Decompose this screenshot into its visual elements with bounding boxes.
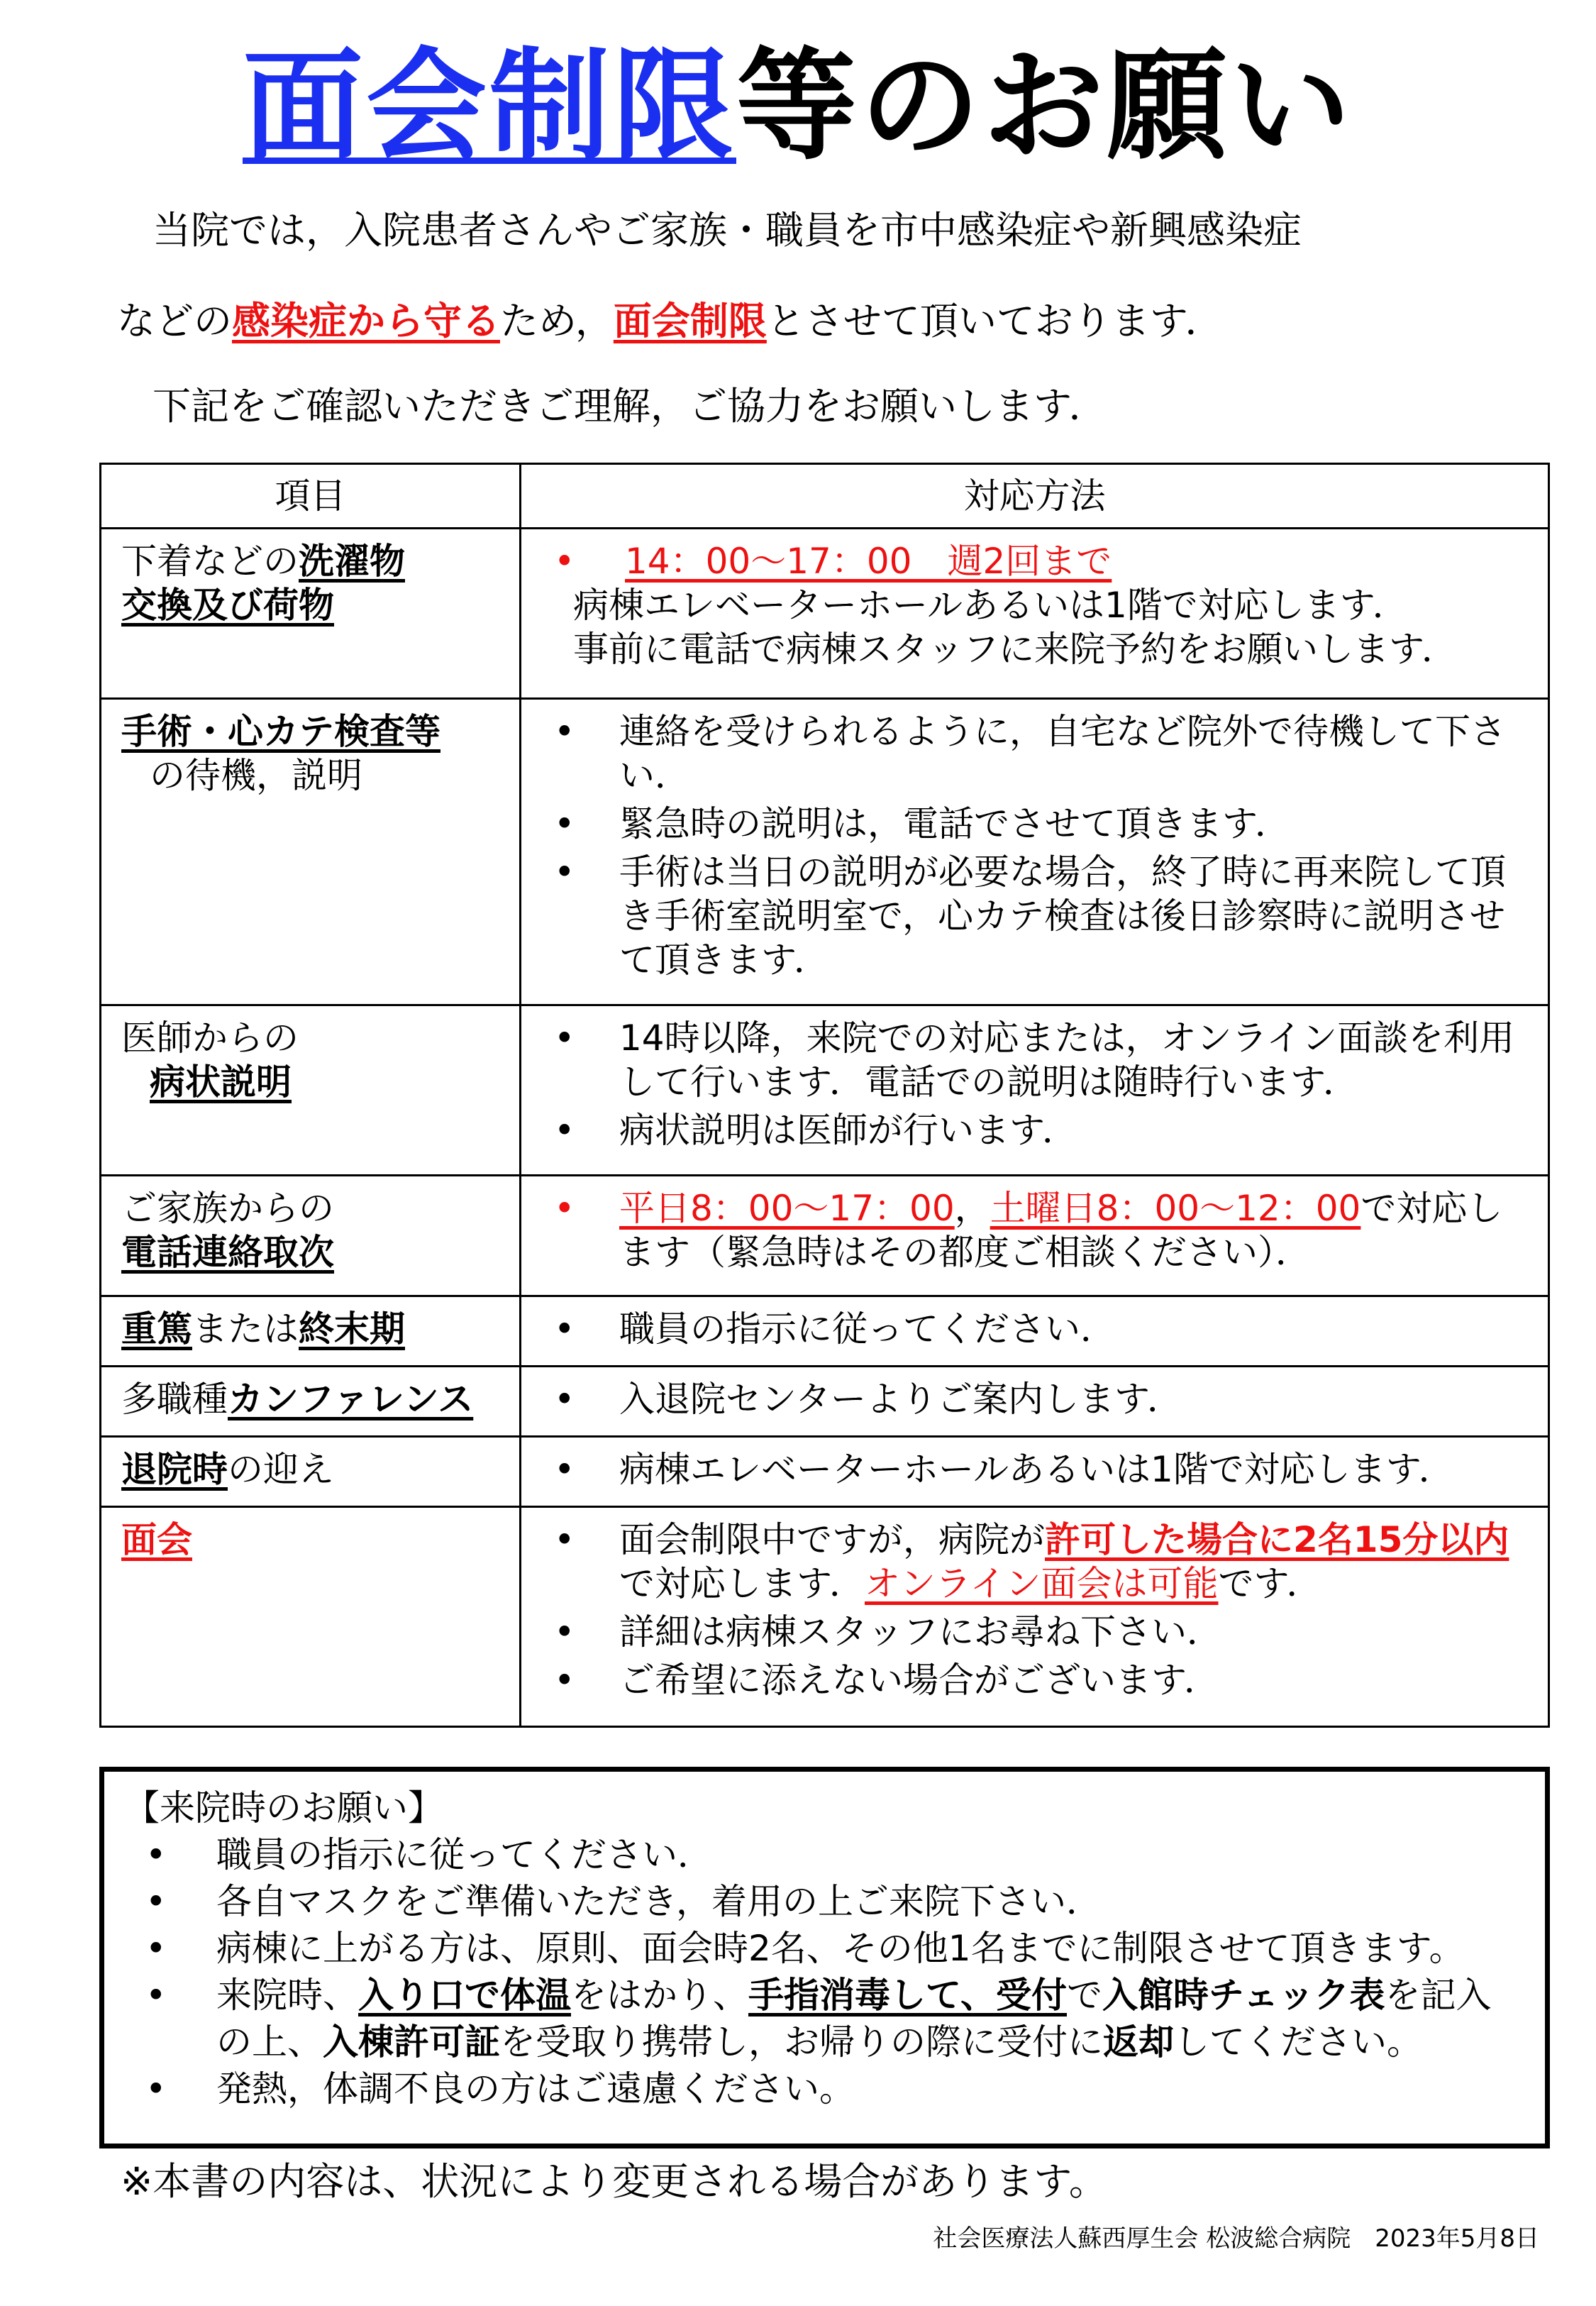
list-item: • 職員の指示に従ってください． (145, 1834, 713, 1875)
table-row (101, 699, 1549, 1005)
row-content (521, 1296, 1549, 1367)
row-content (521, 1367, 1549, 1437)
row-label: 面会 (101, 1507, 521, 1727)
list-item: • 病棟に上がる方は、原則、面会時2名、その他1名までに制限させて頂きます。 (145, 1928, 1465, 1969)
table-header-row (101, 464, 1549, 529)
row-content (521, 1005, 1549, 1176)
row-content (521, 699, 1549, 1005)
list-item: • 職員の指示に従ってください． (554, 1308, 1116, 1350)
row-content (521, 1176, 1549, 1296)
list-item: • 病棟エレベーターホールあるいは1階で対応します． (554, 1449, 1454, 1490)
page-title (0, 28, 1596, 184)
list-item: • 発熱，体調不良の方はご遠慮ください。 (145, 2068, 855, 2109)
list-item: • 来院時、入り口で体温をはかり、手指消毒して、受付で入館時チェック表を記入の上、入棟許可証を受取り携帯し，お帰りの際に受付に返却してください。 (145, 1975, 1492, 2063)
title-highlight: 面会制限 (242, 36, 736, 177)
list-item: • 連絡を受けられるように，自宅など院外で待機して下さい． (554, 711, 1506, 796)
list-item: • 緊急時の説明は，電話でさせて頂きます． (554, 803, 1290, 844)
row-content (521, 1437, 1549, 1507)
row-label: 多職種カンファレンス (101, 1367, 521, 1437)
visit-notice-box (99, 1767, 1550, 2148)
list-item: • 各自マスクをご準備いただき，着用の上ご来院下さい． (145, 1881, 1102, 1922)
table-row (101, 529, 1549, 699)
list-item: • 病状説明は医師が行います． (554, 1110, 1077, 1151)
list-item: • ご希望に添えない場合がございます． (554, 1660, 1219, 1701)
row-label: 手術・心カテ検査等 の待機，説明 (101, 699, 521, 1005)
policy-table (99, 463, 1550, 1728)
row-content (521, 1507, 1549, 1727)
row-content: • 14：00～17：00 週2回まで 病棟エレベーターホールあるいは1階で対応します． 事前に電話で病棟スタッフに来院予約をお願いします． (521, 529, 1549, 699)
table-row (101, 1507, 1549, 1727)
title-rest: 等のお願い (736, 36, 1354, 177)
row-label: 医師からの 病状説明 (101, 1005, 521, 1176)
intro-line-1: 当院では，入院患者さんやご家族・職員を市中感染症や新興感染症 (153, 208, 1302, 253)
header-item: 項目 (101, 464, 521, 529)
intro-line-3: 下記をご確認いただきご理解，ご協力をお願いします． (153, 384, 1107, 429)
row-label: 重篤または終末期 (101, 1296, 521, 1367)
footnote: ※本書の内容は、状況により変更される場合があります。 (121, 2159, 1107, 2204)
notice-heading: 【来院時のお願い】 (124, 1787, 443, 1828)
row-label: 下着などの洗濯物 交換及び荷物 (101, 529, 521, 699)
footer-hospital-date: 社会医療法人蘇西厚生会 松波総合病院 2023年5月8日 (933, 2224, 1539, 2253)
list-item: • 面会制限中ですが，病院が許可した場合に2名15分以内で対応します．オンライン面会は可能です． (554, 1519, 1509, 1604)
table-row (101, 1367, 1549, 1437)
list-item: • 詳細は病棟スタッフにお尋ね下さい． (554, 1611, 1222, 1653)
table-row (101, 1176, 1549, 1296)
list-item: • 平日8：00～17：00，土曜日8：00～12：00で対応します（緊急時はその都度ご相談ください）． (554, 1188, 1503, 1273)
intro-line-2: などの感染症から守るため，面会制限とさせて頂いております． (117, 299, 1224, 343)
table-row (101, 1296, 1549, 1367)
row-label: 退院時の迎え (101, 1437, 521, 1507)
header-method: 対応方法 (521, 464, 1549, 529)
table-row (101, 1437, 1549, 1507)
table-row (101, 1005, 1549, 1176)
row-label: ご家族からの 電話連絡取次 (101, 1176, 521, 1296)
list-item: • 手術は当日の説明が必要な場合，終了時に再来院して頂き手術室説明室で，心カテ検査は後日診察時に説明させて頂きます． (554, 851, 1506, 981)
list-item: • 14時以降，来院での対応または，オンライン面談を利用して行います．電話での説明は随時行います． (554, 1017, 1515, 1103)
list-item: • 入退院センターよりご案内します． (554, 1379, 1182, 1420)
